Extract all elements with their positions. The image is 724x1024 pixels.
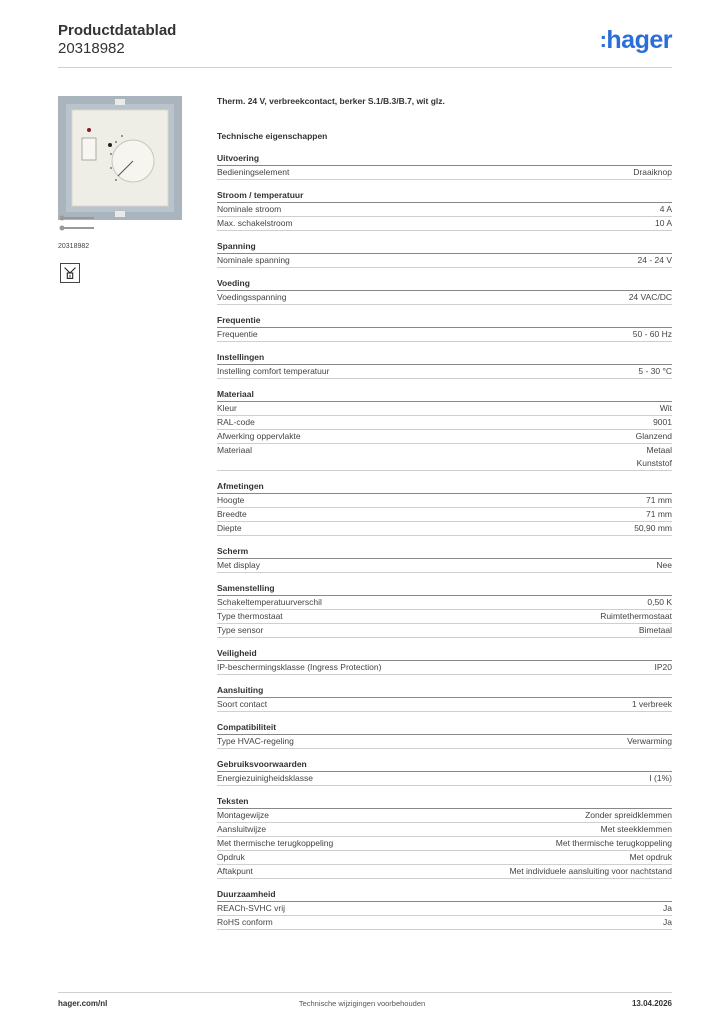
spec-group xyxy=(217,758,672,786)
spec-row xyxy=(217,365,672,379)
product-description: Therm. 24 V, verbreekcontact, berker S.1/B.3/B.7, wit glz. xyxy=(217,96,445,106)
spec-label: Nominale stroom xyxy=(217,204,282,214)
spec-label: Instelling comfort temperatuur xyxy=(217,366,330,376)
section-heading: Technische eigenschappen xyxy=(217,131,328,141)
spec-label: Materiaal xyxy=(217,445,252,455)
spec-row xyxy=(217,402,672,416)
spec-row xyxy=(217,291,672,305)
spec-value xyxy=(639,624,672,637)
spec-row xyxy=(217,416,672,430)
spec-group xyxy=(217,721,672,749)
spec-row xyxy=(217,494,672,508)
spec-value-text: Draaiknop xyxy=(633,167,672,177)
spec-label: Afwerking oppervlakte xyxy=(217,431,301,441)
spec-label: Montagewijze xyxy=(217,810,269,820)
spec-group-title: Materiaal xyxy=(217,388,672,402)
spec-label: Kleur xyxy=(217,403,237,413)
spec-value-text: 50,90 mm xyxy=(634,523,672,533)
document-title: Productdatablad xyxy=(58,22,177,39)
spec-value-text: Ja xyxy=(663,903,672,913)
spec-value-text: Kunststof xyxy=(636,458,672,468)
spec-value xyxy=(660,203,672,216)
spec-group-title: Aansluiting xyxy=(217,684,672,698)
spec-label: Bedieningselement xyxy=(217,167,290,177)
spec-value-text: 10 A xyxy=(654,218,672,228)
spec-value xyxy=(647,596,672,609)
spec-group xyxy=(217,388,672,471)
spec-value xyxy=(649,772,672,785)
spec-value xyxy=(600,610,672,623)
product-image xyxy=(58,96,182,220)
spec-label: Schakeltemperatuurverschil xyxy=(217,597,322,607)
spec-group xyxy=(217,240,672,268)
spec-label: RoHS conform xyxy=(217,917,273,927)
specifications xyxy=(217,94,672,930)
spec-value-text: 24 VAC/DC xyxy=(628,292,672,302)
spec-row xyxy=(217,624,672,638)
spec-value-text: Met steekklemmen xyxy=(600,824,672,834)
spec-value-text: Ruimtethermostaat xyxy=(600,611,672,621)
spec-group-title: Afmetingen xyxy=(217,480,672,494)
spec-value xyxy=(632,698,672,711)
spec-value xyxy=(663,902,672,915)
spec-value xyxy=(627,735,672,748)
spec-value-text: 0,50 K xyxy=(647,597,672,607)
spec-value-text: 5 - 30 °C xyxy=(638,366,672,376)
spec-group-title: Compatibiliteit xyxy=(217,721,672,735)
spec-value xyxy=(629,291,672,304)
spec-row xyxy=(217,902,672,916)
spec-group-title: Duurzaamheid xyxy=(217,888,672,902)
spec-row xyxy=(217,328,672,342)
spec-value-text: Verwarming xyxy=(627,736,672,746)
spec-label: RAL-code xyxy=(217,417,255,427)
spec-label: Nominale spanning xyxy=(217,255,290,265)
spec-value-text: 71 mm xyxy=(646,509,672,519)
spec-row xyxy=(217,559,672,573)
spec-value xyxy=(656,559,672,572)
thermostat-symbol-icon xyxy=(60,263,80,283)
spec-group-title: Gebruiksvoorwaarden xyxy=(217,758,672,772)
spec-value xyxy=(585,809,672,822)
spec-label: REACh-SVHC vrij xyxy=(217,903,286,913)
spec-label: Type sensor xyxy=(217,625,264,635)
footer-date: 13.04.2026 xyxy=(631,999,672,1008)
hager-logo: :hager xyxy=(599,26,672,54)
spec-value-text: Glanzend xyxy=(635,431,672,441)
spec-group-title: Frequentie xyxy=(217,314,672,328)
spec-value xyxy=(660,402,672,415)
spec-value-text: 71 mm xyxy=(646,495,672,505)
spec-value-text: Met opdruk xyxy=(629,852,672,862)
spec-group-title: Veiligheid xyxy=(217,647,672,661)
spec-group xyxy=(217,545,672,573)
spec-row xyxy=(217,508,672,522)
spec-value xyxy=(637,444,672,470)
spec-group xyxy=(217,351,672,379)
spec-group xyxy=(217,314,672,342)
spec-value-text: Met individuele aansluiting voor nachtstand xyxy=(509,866,672,876)
spec-value xyxy=(633,166,672,179)
spec-row xyxy=(217,809,672,823)
spec-row xyxy=(217,203,672,217)
spec-value xyxy=(636,430,672,443)
spec-value-text: 4 A xyxy=(659,204,672,214)
spec-value-text: Bimetaal xyxy=(638,625,672,635)
spec-value xyxy=(653,416,672,429)
spec-label: Energiezuinigheidsklasse xyxy=(217,773,313,783)
spec-label: Breedte xyxy=(217,509,247,519)
spec-label: Type HVAC-regeling xyxy=(217,736,294,746)
spec-value-text: I (1%) xyxy=(649,773,672,783)
spec-value xyxy=(638,254,673,267)
spec-group-title: Scherm xyxy=(217,545,672,559)
spec-row xyxy=(217,735,672,749)
spec-group xyxy=(217,582,672,638)
spec-row xyxy=(217,661,672,675)
spec-row xyxy=(217,851,672,865)
spec-group-title: Samenstelling xyxy=(217,582,672,596)
spec-value-text: Met thermische terugkoppeling xyxy=(555,838,672,848)
spec-row xyxy=(217,166,672,180)
spec-row xyxy=(217,444,672,471)
spec-value xyxy=(601,823,672,836)
spec-row xyxy=(217,698,672,712)
spec-group xyxy=(217,152,672,180)
spec-value-text: Nee xyxy=(656,560,672,570)
spec-label: IP-beschermingsklasse (Ingress Protection) xyxy=(217,662,382,672)
image-caption: 20318982 xyxy=(58,243,90,250)
spec-group-title: Instellingen xyxy=(217,351,672,365)
spec-row xyxy=(217,865,672,879)
spec-value xyxy=(646,508,672,521)
spec-group xyxy=(217,189,672,231)
spec-row xyxy=(217,522,672,536)
spec-group-title: Spanning xyxy=(217,240,672,254)
spec-value-text: Metaal xyxy=(646,445,672,455)
spec-row xyxy=(217,837,672,851)
spec-group xyxy=(217,795,672,879)
spec-row xyxy=(217,916,672,930)
spec-group xyxy=(217,277,672,305)
spec-value-text: 24 - 24 V xyxy=(637,255,672,265)
spec-label: Hoogte xyxy=(217,495,245,505)
spec-label: Diepte xyxy=(217,523,242,533)
spec-value xyxy=(509,865,672,878)
spec-row xyxy=(217,254,672,268)
spec-label: Type thermostaat xyxy=(217,611,283,621)
spec-label: Frequentie xyxy=(217,329,258,339)
footer-website: hager.com/nl xyxy=(58,999,108,1008)
screws-image xyxy=(58,212,98,236)
spec-value xyxy=(646,494,672,507)
spec-label: Met display xyxy=(217,560,260,570)
spec-group xyxy=(217,480,672,536)
spec-row xyxy=(217,596,672,610)
spec-value xyxy=(634,522,672,535)
spec-group-title: Teksten xyxy=(217,795,672,809)
spec-row xyxy=(217,823,672,837)
spec-label: Opdruk xyxy=(217,852,245,862)
spec-group xyxy=(217,888,672,930)
footer-divider xyxy=(58,992,672,993)
spec-value-text: IP20 xyxy=(654,662,672,672)
spec-group xyxy=(217,647,672,675)
spec-value xyxy=(638,365,672,378)
spec-groups xyxy=(217,152,672,930)
spec-group-title: Uitvoering xyxy=(217,152,672,166)
spec-value-text: Ja xyxy=(663,917,672,927)
spec-row xyxy=(217,217,672,231)
spec-label: Aansluitwijze xyxy=(217,824,267,834)
spec-group-title: Voeding xyxy=(217,277,672,291)
spec-label: Aftakpunt xyxy=(217,866,253,876)
spec-value-text: 1 verbreek xyxy=(631,699,672,709)
spec-label: Soort contact xyxy=(217,699,268,709)
spec-value-text: Wit xyxy=(659,403,672,413)
spec-value xyxy=(663,916,672,929)
spec-group-title: Stroom / temperatuur xyxy=(217,189,672,203)
spec-label: Met thermische terugkoppeling xyxy=(217,838,334,848)
spec-value-text: 50 - 60 Hz xyxy=(632,329,672,339)
spec-value xyxy=(629,851,672,864)
spec-value xyxy=(655,217,672,230)
spec-row xyxy=(217,772,672,786)
spec-value-text: 9001 xyxy=(653,417,672,427)
spec-row xyxy=(217,430,672,444)
spec-value-text: Zonder spreidklemmen xyxy=(585,810,672,820)
footer-disclaimer: Technische wijzigingen voorbehouden xyxy=(298,999,426,1008)
spec-label: Voedingsspanning xyxy=(217,292,287,302)
document-number: 20318982 xyxy=(58,40,125,57)
spec-value xyxy=(655,661,673,674)
spec-value xyxy=(556,837,672,850)
spec-row xyxy=(217,610,672,624)
spec-label: Max. schakelstroom xyxy=(217,218,293,228)
header-divider xyxy=(58,67,672,68)
spec-value xyxy=(633,328,672,341)
spec-group xyxy=(217,684,672,712)
document-header xyxy=(58,22,176,58)
